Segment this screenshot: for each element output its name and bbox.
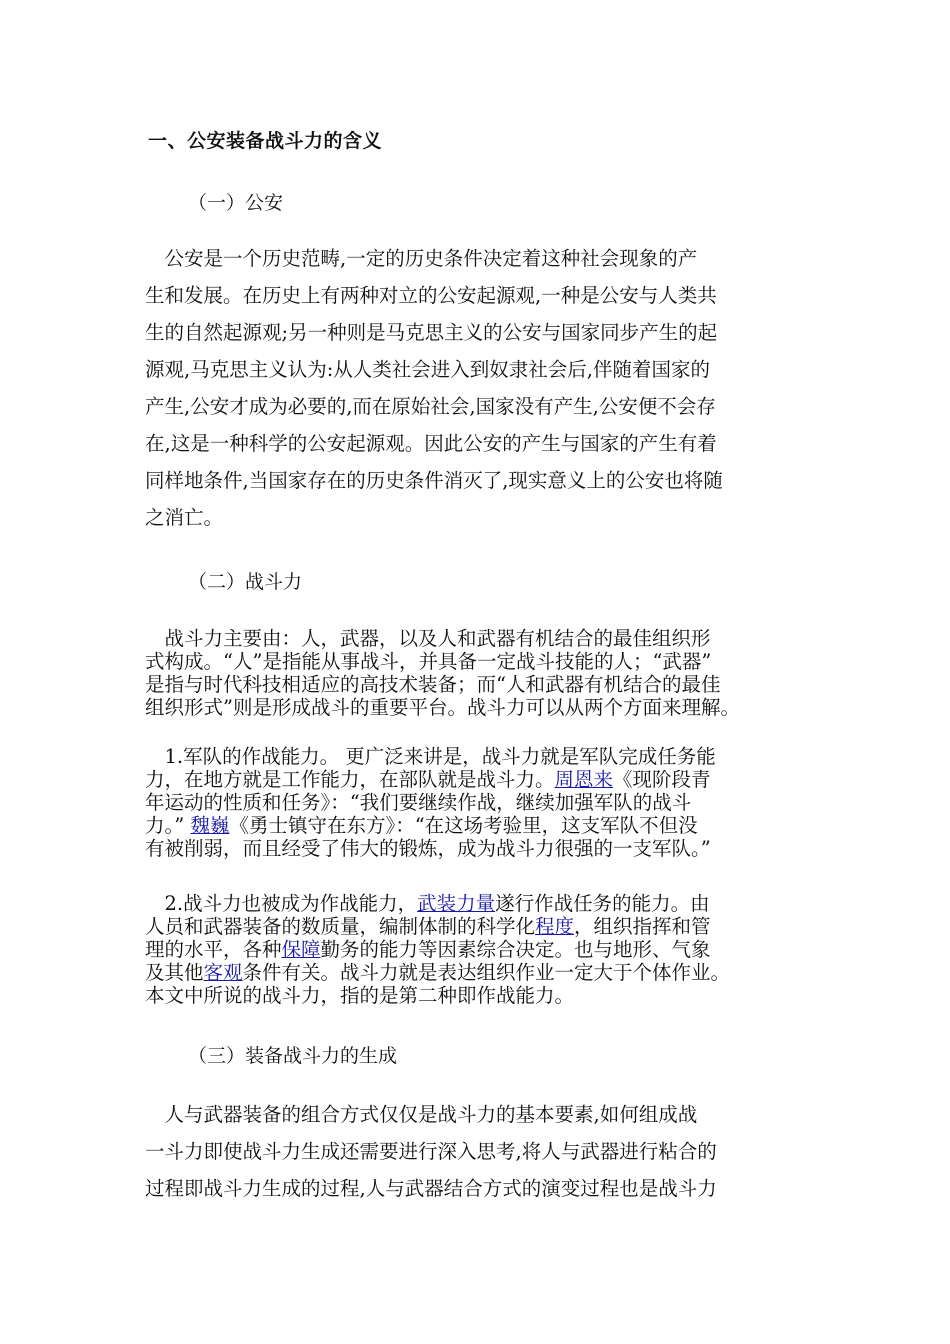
text-fragment: 理的水平，各种 bbox=[145, 938, 282, 961]
text-fragment: 条件有关。战斗力就是表达组织作业一定大于个体作业。 bbox=[242, 961, 731, 984]
text-fragment: 2.战斗力也被成为作战能力， bbox=[145, 892, 418, 915]
text-line: 产生,公安才成为必要的,而在原始社会,国家没有产生,公安便不会存 bbox=[145, 395, 716, 418]
text-line: 人与武器装备的组合方式仅仅是战斗力的基本要素,如何组成战 bbox=[145, 1103, 698, 1126]
text-fragment: 遂行作战任务的能力。由 bbox=[495, 892, 710, 915]
subsection-title-1: （一）公安 bbox=[188, 192, 284, 214]
paragraph-point-1 bbox=[145, 745, 807, 860]
paragraph-gongan bbox=[145, 240, 807, 536]
text-line: 年运动的性质和任务》：“我们要继续作战，继续加强军队的战斗 bbox=[145, 791, 692, 814]
paragraph-zhandouli bbox=[145, 627, 807, 719]
text-line: 在,这是一种科学的公安起源观。因此公安的产生与国家的产生有着 bbox=[145, 432, 717, 455]
text-line: 组织形式”则是形成战斗的重要平台。战斗力可以从两个方面来理解。 bbox=[145, 696, 740, 719]
text-line: 过程即战斗力生成的过程,人与武器结合方式的演变过程也是战斗力 bbox=[145, 1177, 717, 1200]
text-line: 生和发展。在历史上有两种对立的公安起源观,一种是公安与人类共 bbox=[145, 284, 717, 307]
text-line: 同样地条件,当国家存在的历史条件消灭了,现实意义上的公安也将随 bbox=[145, 469, 723, 492]
text-line: 有被削弱，而且经受了伟大的锻炼，成为战斗力很强的一支军队。” bbox=[145, 837, 711, 860]
paragraph-point-2 bbox=[145, 892, 807, 1007]
text-line: 是指与时代科技相适应的高技术装备；而“人和武器有机结合的最佳 bbox=[145, 673, 721, 696]
subsection-title-2: （二）战斗力 bbox=[188, 571, 303, 593]
text-fragment: 力，在地方就是工作能力，在部队就是战斗力。 bbox=[145, 768, 555, 791]
text-fragment: 《勇士镇守在东方》：“在这场考验里，这支军队不但没 bbox=[229, 814, 698, 837]
text-fragment: ，组织指挥和管 bbox=[574, 915, 711, 938]
text-line: 一斗力即使战斗力生成还需要进行深入思考,将人与武器进行粘合的 bbox=[145, 1140, 717, 1163]
text-fragment: 力。” bbox=[145, 814, 191, 837]
link-chengdu[interactable]: 程度 bbox=[535, 915, 575, 938]
subsection-title-3: （三）装备战斗力的生成 bbox=[188, 1045, 398, 1067]
text-line: 公安是一个历史范畴,一定的历史条件决定着这种社会现象的产 bbox=[145, 247, 698, 270]
text-line bbox=[145, 892, 807, 915]
text-line: 之消亡。 bbox=[145, 506, 224, 529]
text-line bbox=[145, 961, 807, 984]
text-fragment: 及其他 bbox=[145, 961, 204, 984]
text-line: 本文中所说的战斗力，指的是第二种即作战能力。 bbox=[145, 984, 575, 1007]
link-baozhang[interactable]: 保障 bbox=[281, 938, 321, 961]
text-fragment: 《现阶段青 bbox=[613, 768, 711, 791]
text-line: 生的自然起源观;另一种则是马克思主义的公安与国家同步产生的起 bbox=[145, 321, 718, 344]
text-line bbox=[145, 768, 807, 791]
text-line bbox=[145, 915, 807, 938]
text-line bbox=[145, 938, 807, 961]
text-line: 1.军队的作战能力。 更广泛来讲是，战斗力就是军队完成任务能 bbox=[145, 745, 716, 768]
link-wuzhuang-liliang[interactable]: 武装力量 bbox=[417, 892, 496, 915]
text-line bbox=[145, 814, 807, 837]
link-wei-wei[interactable]: 魏巍 bbox=[190, 814, 230, 837]
link-zhou-enlai[interactable]: 周恩来 bbox=[554, 768, 614, 791]
text-line: 战斗力主要由：人，武器，以及人和武器有机结合的最佳组织形 bbox=[145, 627, 711, 650]
section-heading: 一、公安装备战斗力的含义 bbox=[148, 130, 383, 152]
text-fragment: 勤务的能力等因素综合决定。也与地形、气象 bbox=[320, 938, 711, 961]
text-line: 源观,马克思主义认为:从人类社会进入到奴隶社会后,伴随着国家的 bbox=[145, 358, 710, 381]
text-line: 式构成。“人”是指能从事战斗，并具备一定战斗技能的人；“武器” bbox=[145, 650, 712, 673]
text-fragment: 人员和武器装备的数质量，编制体制的科学化 bbox=[145, 915, 536, 938]
link-keguan[interactable]: 客观 bbox=[203, 961, 243, 984]
paragraph-shengcheng bbox=[145, 1096, 807, 1207]
